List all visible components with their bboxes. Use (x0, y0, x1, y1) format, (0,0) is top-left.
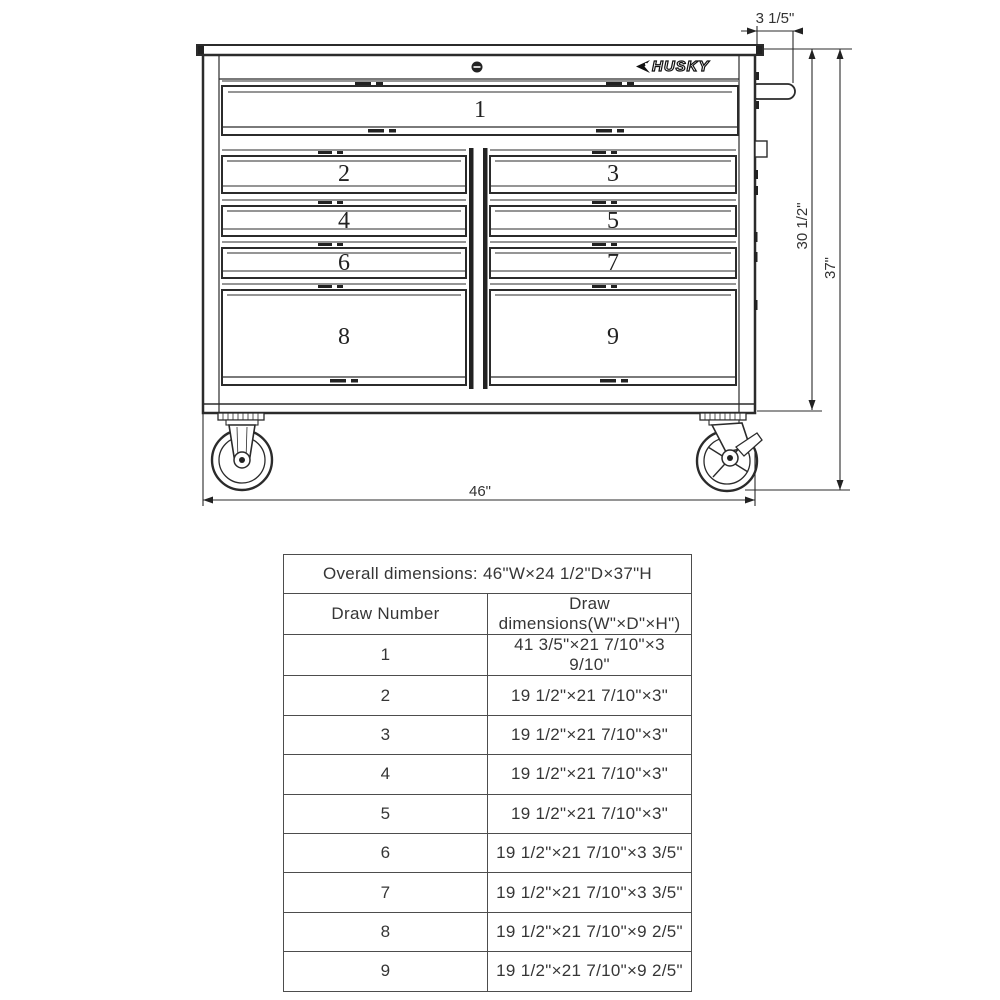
drawer-label-1: 1 (474, 97, 486, 123)
lock-icon (472, 62, 483, 73)
caster-right (697, 413, 762, 491)
draw-dimensions-cell: 41 3/5"×21 7/10"×3 9/10" (488, 635, 692, 676)
draw-dimensions-cell: 19 1/2"×21 7/10"×3" (488, 755, 692, 794)
husky-logo-icon (634, 59, 651, 74)
draw-number-cell: 1 (284, 635, 488, 676)
dim-label-cabinet-height: 30 1/2" (793, 202, 811, 250)
caster-left (212, 413, 272, 490)
draw-number-cell: 8 (284, 912, 488, 951)
table-row (284, 912, 692, 951)
col-header-draw-dimensions: Draw dimensions(W"×D"×H") (488, 594, 692, 635)
draw-number-cell: 9 (284, 952, 488, 991)
table-header-row (284, 594, 692, 635)
table-row (284, 794, 692, 833)
draw-dimensions-cell: 19 1/2"×21 7/10"×3" (488, 715, 692, 754)
draw-number-cell: 6 (284, 833, 488, 872)
brand-name: HUSKY (652, 57, 710, 75)
draw-dimensions-cell: 19 1/2"×21 7/10"×3 3/5" (488, 833, 692, 872)
draw-number-cell: 5 (284, 794, 488, 833)
table-row (284, 676, 692, 715)
draw-dimensions-cell: 19 1/2"×21 7/10"×3 3/5" (488, 873, 692, 912)
cabinet-lid (197, 45, 763, 55)
drawer-label-4: 4 (338, 207, 350, 234)
drawer-label-6: 6 (338, 249, 350, 276)
table-title-row (284, 555, 692, 594)
side-handle (750, 72, 795, 109)
table-row (284, 715, 692, 754)
table-row (284, 755, 692, 794)
col-header-draw-number: Draw Number (284, 594, 488, 635)
drawer-label-3: 3 (607, 161, 619, 187)
spec-table (283, 554, 692, 992)
dim-label-total-height: 37" (821, 257, 839, 280)
drawer-label-5: 5 (607, 207, 619, 234)
draw-dimensions-cell: 19 1/2"×21 7/10"×9 2/5" (488, 912, 692, 951)
draw-dimensions-cell: 19 1/2"×21 7/10"×3" (488, 794, 692, 833)
drawer-label-9: 9 (607, 324, 619, 350)
draw-number-cell: 2 (284, 676, 488, 715)
dim-label-width: 46" (468, 482, 491, 500)
draw-number-cell: 3 (284, 715, 488, 754)
table-row (284, 952, 692, 991)
dim-label-handle-depth: 3 1/5" (755, 9, 795, 27)
overall-dimensions-title: Overall dimensions: 46"W×24 1/2"D×37"H (284, 555, 692, 594)
draw-number-cell: 4 (284, 755, 488, 794)
table-row (284, 833, 692, 872)
husky-logo (634, 55, 726, 77)
table-row (284, 635, 692, 676)
draw-dimensions-cell: 19 1/2"×21 7/10"×3" (488, 676, 692, 715)
drawer-label-7: 7 (607, 249, 619, 276)
table-row (284, 873, 692, 912)
drawer-label-8: 8 (338, 324, 350, 350)
draw-dimensions-cell: 19 1/2"×21 7/10"×9 2/5" (488, 952, 692, 991)
draw-number-cell: 7 (284, 873, 488, 912)
drawer-label-2: 2 (338, 161, 350, 187)
